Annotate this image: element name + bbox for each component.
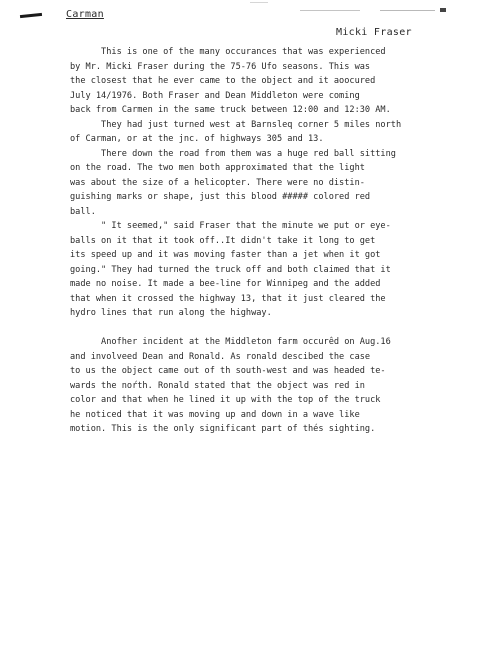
text-line: hydro lines that run along the highway. [70,308,272,318]
scan-smudge [250,2,268,3]
paragraph-gap [70,321,475,336]
text-line: on the road. The two men both approximated that the light [70,163,365,173]
text-line: to us the object came out of th south-west and was headed te- [70,366,386,376]
witness-name-heading: Micki Fraser [336,27,412,38]
text-line: guishing marks or shape, just this blood ##### colored red [70,192,371,202]
text-line: ball. [70,206,96,217]
text-line: by Mr. Micki Fraser during the 75-76 Ufo seasons. This was [70,61,371,72]
text-line: back from Carmen in the same truck between 12:00 and 12:30 AM. [70,105,391,115]
margin-pen-mark [20,13,42,18]
text-line: They had just turned west at Barnsleq corner 5 miles north [70,119,402,130]
paragraph [70,118,475,147]
text-line: " It seemed," said Fraser that the minute we put or eye- [70,221,391,231]
scan-smudge [300,10,360,11]
text-line: made no noise. It made a bee-line for Winnipeg and the added [70,279,381,289]
text-line: he noticed that it was moving up and down in a wave like [70,409,360,420]
text-line: going." They had turned the truck off and both claimed that it [70,264,391,275]
text-line: balls on it that it took off..It didn't take it long to get [70,235,376,246]
location-heading: Carman [66,9,104,20]
text-line: This is one of the many occurances that was experienced [70,47,386,57]
text-line: color and that when he lined it up with the top of the truck [70,395,381,405]
paragraph [70,219,475,321]
text-line: its speed up and it was moving faster than a jet when it got [70,250,381,260]
paragraph [70,147,475,220]
text-line: motion. This is the only significant part of thés sighting. [70,424,376,434]
text-line: There down the road from them was a huge red ball sitting [70,148,396,159]
text-line: July 14/1976. Both Fraser and Dean Middleton were coming [70,90,360,101]
text-line: and involveed Dean and Ronald. As ronald descibed the case [70,351,371,362]
paragraph [70,45,475,118]
text-line: was about the size of a helicopter. There were no distin- [70,177,365,188]
text-line: that when it crossed the highway 13, that it just cleared the [70,293,386,304]
report-body [70,45,475,437]
paragraph [70,335,475,437]
scan-smudge [380,10,435,11]
text-line: of Carman, or at the jnc. of highways 305 and 13. [70,134,324,144]
text-line: Anofher incident at the Middleton farm occurêd on Aug.16 [70,337,391,347]
scan-smudge [440,8,446,12]
text-line: wards the noŕth. Ronald stated that the object was red in [70,380,365,391]
text-line: the closest that he ever came to the object and it aoocured [70,76,376,86]
